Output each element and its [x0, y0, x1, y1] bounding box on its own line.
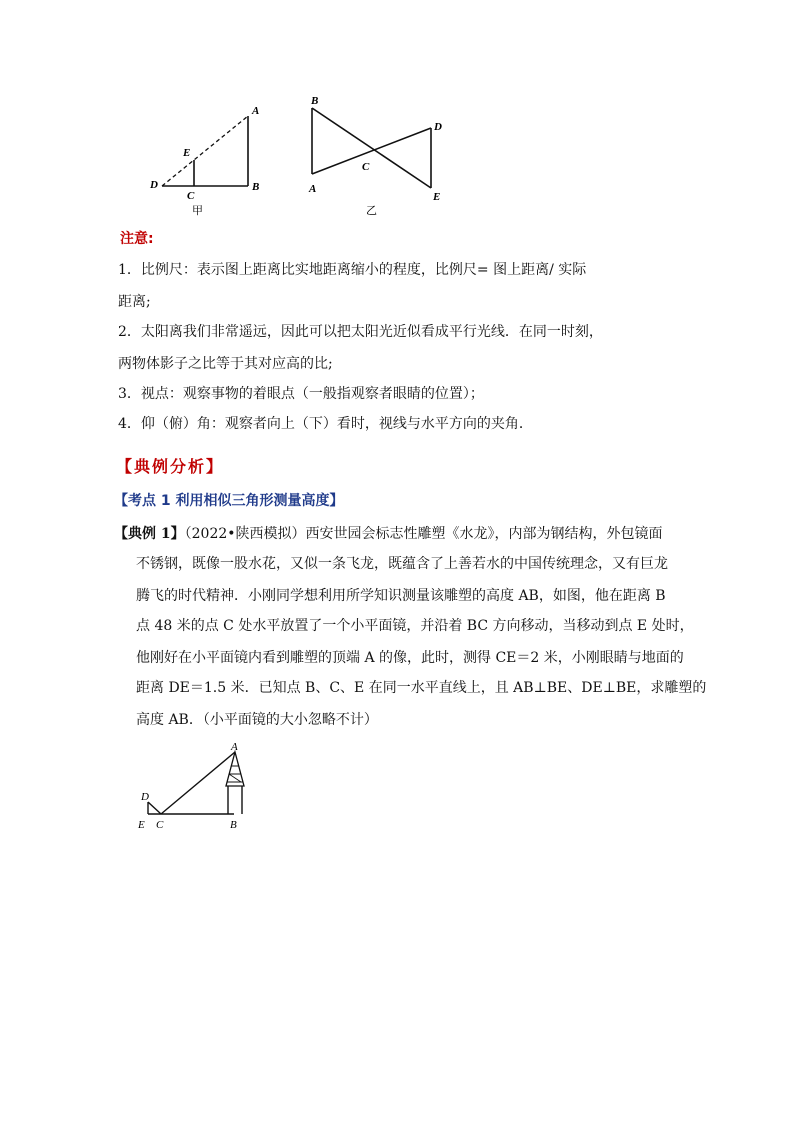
label-e: E: [138, 819, 145, 831]
example-line-4: 点 48 米的点 C 处水平放置了一个小平面镜，并沿着 BC 方向移动，当移动到点 E 处时，: [136, 618, 694, 634]
label-d: D: [434, 121, 442, 133]
sculpture-diag: [229, 774, 241, 782]
example-line-2: 不锈钢，既像一股水花，又似一条飞龙，既蕴含了上善若水的中国传统理念，又有巨龙: [136, 556, 668, 572]
label-c: C: [187, 190, 195, 202]
label-c: C: [362, 161, 370, 173]
example-text-1: （2022•陕西模拟）西安世园会标志性雕塑《水龙》，内部为钢结构，外包镜面: [184, 526, 663, 542]
example-line-3: 腾飞的时代精神．小刚同学想利用所学知识测量该雕塑的高度 AB，如图，他在距离 B: [136, 588, 666, 604]
dashed-line-da: [162, 116, 248, 186]
figure-jia: [140, 98, 270, 222]
label-d: D: [150, 179, 158, 191]
line-dc: [148, 802, 161, 814]
note-line-2: 距离;: [118, 294, 151, 310]
example-line-6: 距离 DE＝1.5 米．已知点 B、C、E 在同一水平直线上，且 AB⊥BE、DE⊥BE，求雕塑的: [136, 680, 707, 696]
kaodian-title: 【考点 1 利用相似三角形测量高度】: [114, 493, 344, 509]
label-b: B: [252, 181, 260, 193]
label-e: E: [433, 191, 441, 203]
note-line-6: 4．仰（俯）角：观察者向上（下）看时，视线与水平方向的夹角．: [118, 416, 533, 432]
line-ca: [161, 752, 235, 814]
label-b: B: [311, 95, 319, 107]
note-line-5: 3．视点：观察事物的着眼点（一般指观察者眼睛的位置）；: [118, 386, 484, 402]
note-line-3: 2．太阳离我们非常遥远，因此可以把太阳光近似看成平行光线．在同一时刻，: [118, 324, 603, 340]
example-head: 【典例 1】: [114, 526, 185, 542]
note-line-1: 1．比例尺：表示图上距离比实地距离缩小的程度，比例尺= 图上距离/ 实际: [118, 262, 587, 278]
figure-yi: [300, 90, 460, 222]
caption-jia: 甲: [192, 204, 203, 217]
figure-sculpture: [134, 738, 264, 834]
section-tag: 【典例分析】: [116, 457, 225, 476]
label-c: C: [156, 819, 164, 831]
label-d: D: [141, 791, 149, 803]
example-line-1: [114, 524, 663, 544]
caption-yi: 乙: [366, 204, 377, 217]
example-line-7: 高度 AB．（小平面镜的大小忽略不计）: [136, 712, 378, 728]
line-ad: [312, 128, 431, 174]
line-be: [312, 108, 431, 188]
label-b: B: [230, 819, 237, 831]
label-a: A: [252, 105, 260, 117]
label-e: E: [183, 147, 191, 159]
notes-title: 注意:: [120, 231, 154, 247]
example-line-5: 他刚好在小平面镜内看到雕塑的顶端 A 的像，此时，测得 CE＝2 米，小刚眼睛与地面的: [136, 650, 684, 666]
label-a: A: [231, 741, 238, 753]
label-a: A: [309, 183, 317, 195]
note-line-4: 两物体影子之比等于其对应高的比;: [118, 356, 333, 372]
